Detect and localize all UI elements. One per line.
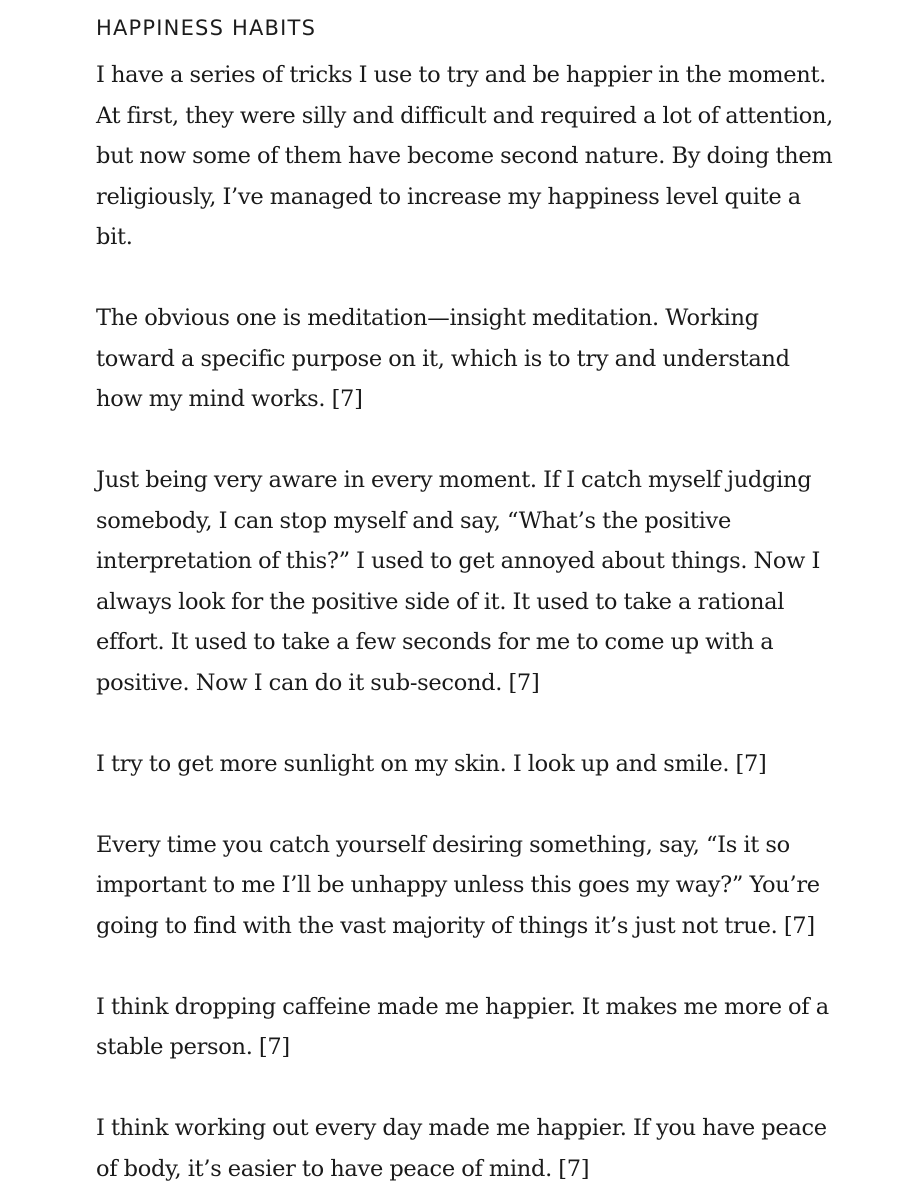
paragraph-desire: Every time you catch yourself desiring something, say, “Is it so important to me I’ll be unhappy unless this goes my way?” You’re going to find with the vast majority of things it’s just not true. [7] — [96, 831, 820, 939]
body-text — [96, 55, 836, 1189]
paragraph-tricks: I have a series of tricks I use to try and be happier in the moment. At first, they were silly and difficult and required a lot of attention, but now some of them have become second nature. By doing them religiously, I’ve managed to increase my happiness level quite a bit. — [96, 62, 834, 250]
book-page — [96, 0, 836, 1189]
paragraph-awareness: Just being very aware in every moment. If I catch myself judging somebody, I can stop myself and say, “What’s the positive interpretation of this?” I used to get annoyed about things. Now I always look for the positive side of it. It used to take a rational effort. It used to take a few seconds for me to come up with a positive. Now I can do it sub-second. [7] — [96, 467, 821, 696]
paragraph-caffeine: I think dropping caffeine made me happier. It makes me more of a stable person. [7] — [96, 993, 829, 1060]
section-heading: HAPPINESS HABITS — [96, 16, 317, 40]
paragraph-meditation: The obvious one is meditation—insight meditation. Working toward a specific purpose on it, which is to try and understand how my mind works. [7] — [96, 305, 790, 412]
paragraph-sunlight: I try to get more sunlight on my skin. I look up and smile. [7] — [96, 750, 767, 777]
paragraph-working-out: I think working out every day made me happier. If you have peace of body, it’s easier to have peace of mind. [7] — [96, 1115, 827, 1182]
